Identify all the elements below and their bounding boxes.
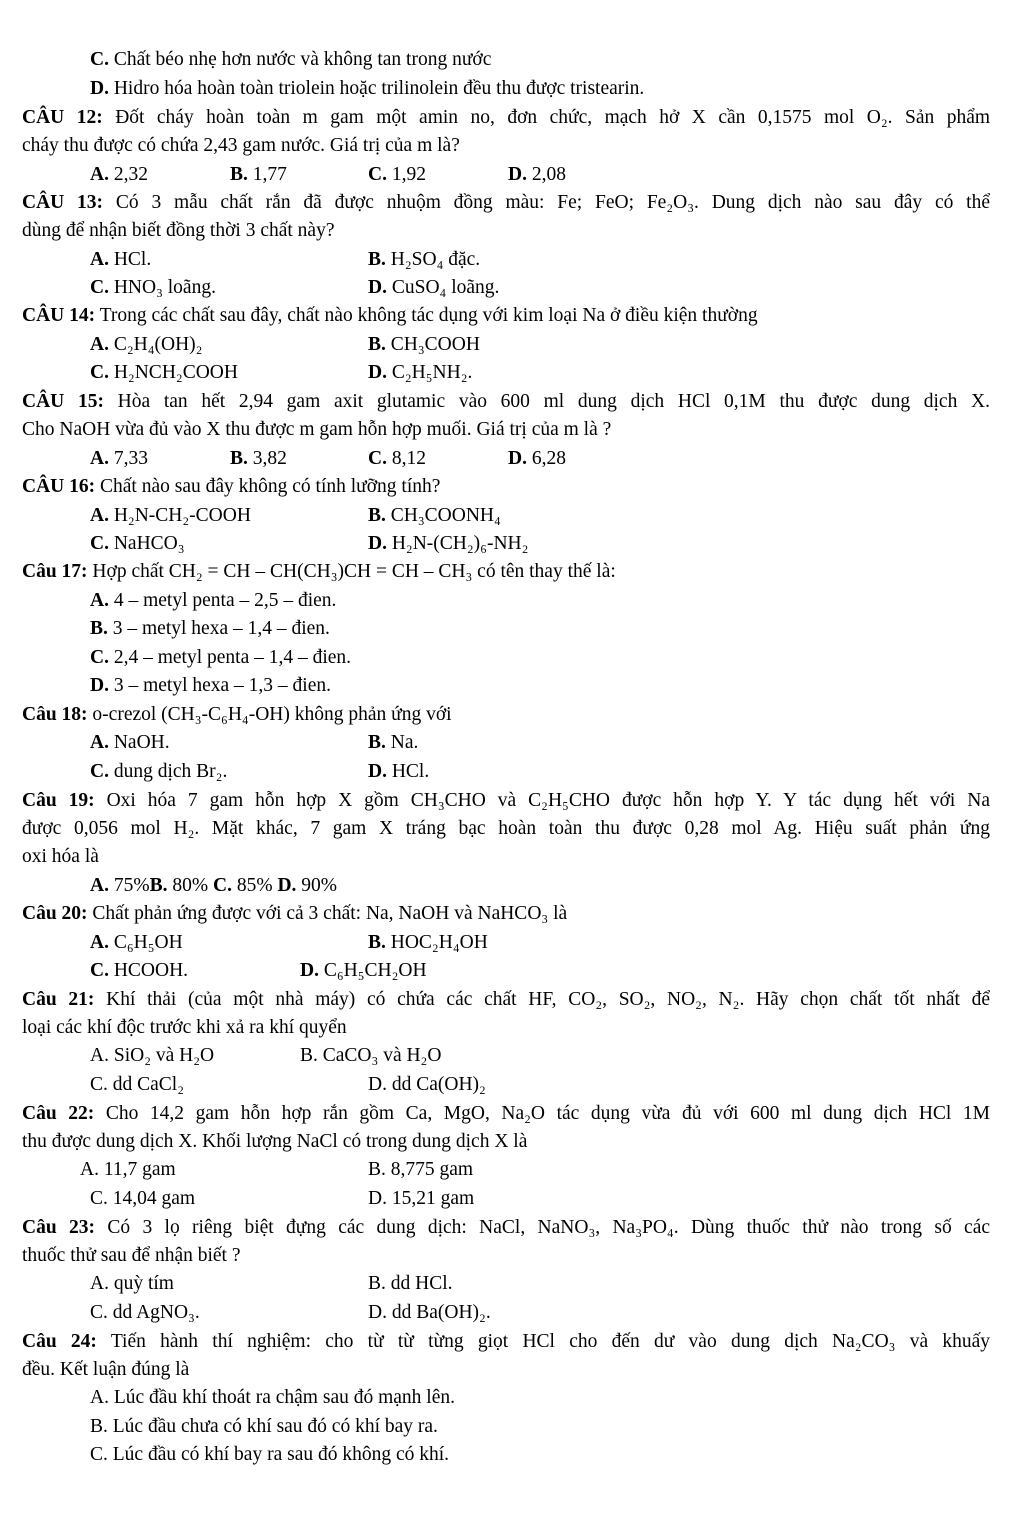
option: A. H₂N-CH₂-COOH [90, 505, 251, 526]
question-23: Câu 23: Có 3 lọ riêng biệt đựng các dung dịch: NaCl, NaNO₃, Na₃PO₄. Dùng thuốc thử nào trong số các thuốc thử sau để nhận biết ? [22, 1217, 991, 1266]
option: C. 2,4 – metyl penta – 1,4 – đien. [90, 647, 352, 668]
option: A. 11,7 gam [80, 1159, 176, 1180]
option: C. 8,12 [368, 448, 426, 469]
question-22: Câu 22: Cho 14,2 gam hỗn hợp rắn gồm Ca, MgO, Na₂O tác dụng vừa đủ với 600 ml dung dịch HCl 1M thu được dung dịch X. Khối lượng NaCl có trong dung dịch X là [22, 1103, 991, 1152]
option: D. C₂H₅NH₂. [368, 362, 473, 383]
option: C. 14,04 gam [90, 1188, 196, 1209]
option: C. H₂NCH₂COOH [90, 362, 238, 383]
option: B. Lúc đầu chưa có khí sau đó có khí bay ra. [90, 1416, 438, 1437]
option: C. Lúc đầu có khí bay ra sau đó không có khí. [90, 1444, 450, 1465]
option: A. 4 – metyl penta – 2,5 – đien. [90, 590, 337, 611]
option: B. HOC₂H₄OH [368, 932, 488, 953]
option: D. dd Ca(OH)₂ [368, 1074, 486, 1095]
question-12: CÂU 12: Đốt cháy hoàn toàn m gam một amin no, đơn chức, mạch hở X cần 0,1575 mol O₂. Sản phẩm cháy thu được có chứa 2,43 gam nước. Giá trị của m là? [22, 107, 991, 156]
option: A. C₂H₄(OH)₂ [90, 334, 203, 355]
option: B. 8,775 gam [368, 1159, 474, 1180]
question-17: Câu 17: Hợp chất CH₂ = CH – CH(CH₃)CH = CH – CH₃ có tên thay thế là: [22, 561, 616, 582]
option-line: D. Hidro hóa hoàn toàn triolein hoặc trilinolein đều thu được tristearin. [90, 78, 645, 99]
option: C. HNO₃ loãng. [90, 277, 216, 298]
option: B. dd HCl. [368, 1273, 453, 1294]
question-24: Câu 24: Tiến hành thí nghiệm: cho từ từ từng giọt HCl cho đến dư vào dung dịch Na₂CO₃ và khuấy đều. Kết luận đúng là [22, 1331, 991, 1380]
option: B. 3 – metyl hexa – 1,4 – đien. [90, 618, 330, 639]
option: A. NaOH. [90, 732, 170, 753]
question-16: CÂU 16: Chất nào sau đây không có tính lưỡng tính? [22, 476, 441, 497]
option: A. C₆H₅OH [90, 932, 183, 953]
question-15: CÂU 15: Hòa tan hết 2,94 gam axit glutamic vào 600 ml dung dịch HCl 0,1M thu được dung dịch X. Cho NaOH vừa đủ vào X thu được m gam hỗn hợp muối. Giá trị của m là ? [22, 391, 990, 440]
option: A. Lúc đầu khí thoát ra chậm sau đó mạnh lên. [90, 1387, 455, 1408]
option: D. dd Ba(OH)₂. [368, 1302, 491, 1323]
question-21: Câu 21: Khí thải (của một nhà máy) có chứa các chất HF, CO₂, SO₂, NO₂, N₂. Hãy chọn chất tốt nhất để loại các khí độc trước khi xả ra khí quyển [22, 989, 991, 1038]
question-19: Câu 19: Oxi hóa 7 gam hỗn hợp X gồm CH₃CHO và C₂H₅CHO được hỗn hợp Y. Y tác dụng hết với Na được 0,056 mol H₂. Mặt khác, 7 gam X tráng bạc hoàn toàn thu được 0,28 mol Ag. Hiệu suất phản ứng oxi hóa là [22, 790, 990, 867]
option: B. CH₃COONH₄ [368, 505, 501, 526]
option: B. 3,82 [230, 448, 287, 469]
option: D. 15,21 gam [368, 1188, 475, 1209]
question-14: CÂU 14: Trong các chất sau đây, chất nào không tác dụng với kim loại Na ở điều kiện thường [22, 305, 758, 326]
option: D. 2,08 [508, 164, 566, 185]
question-20: Câu 20: Chất phản ứng được với cả 3 chất: Na, NaOH và NaHCO₃ là [22, 903, 568, 924]
question-13: CÂU 13: Có 3 mẫu chất rắn đã được nhuộm đồng màu: Fe; FeO; Fe₂O₃. Dung dịch nào sau đây có thể dùng để nhận biết đồng thời 3 chất này? [22, 192, 990, 241]
option: A. quỳ tím [90, 1273, 174, 1294]
question-18: Câu 18: o-crezol (CH₃-C₆H₄-OH) không phản ứng với [22, 704, 452, 725]
option: B. Na. [368, 732, 419, 753]
option: D. H₂N-(CH₂)₆-NH₂ [368, 533, 529, 554]
option: B. 1,77 [230, 164, 287, 185]
option: B. CaCO₃ và H₂O [300, 1045, 442, 1066]
option: D. 6,28 [508, 448, 566, 469]
option: C. dd CaCl₂ [90, 1074, 185, 1095]
option: D. C₆H₅CH₂OH [300, 960, 427, 981]
option: C. 1,92 [368, 164, 426, 185]
option: C. NaHCO₃ [90, 533, 185, 554]
option: B. CH₃COOH [368, 334, 480, 355]
option: A. 2,32 [90, 164, 148, 185]
option: A. HCl. [90, 249, 152, 270]
option: D. CuSO₄ loãng. [368, 277, 500, 298]
option: C. dung dịch Br₂. [90, 761, 228, 782]
option: D. 3 – metyl hexa – 1,3 – đien. [90, 675, 332, 696]
option: C. dd AgNO₃. [90, 1302, 200, 1323]
option: A. 7,33 [90, 448, 148, 469]
option-row: A. 75%B. 80% C. 85% D. 90% [90, 875, 338, 896]
option-line: C. Chất béo nhẹ hơn nước và không tan trong nước [90, 49, 492, 70]
option: C. HCOOH. [90, 960, 189, 981]
option: B. H₂SO₄ đặc. [368, 249, 481, 270]
option: D. HCl. [368, 761, 430, 782]
option: A. SiO₂ và H₂O [90, 1045, 215, 1066]
